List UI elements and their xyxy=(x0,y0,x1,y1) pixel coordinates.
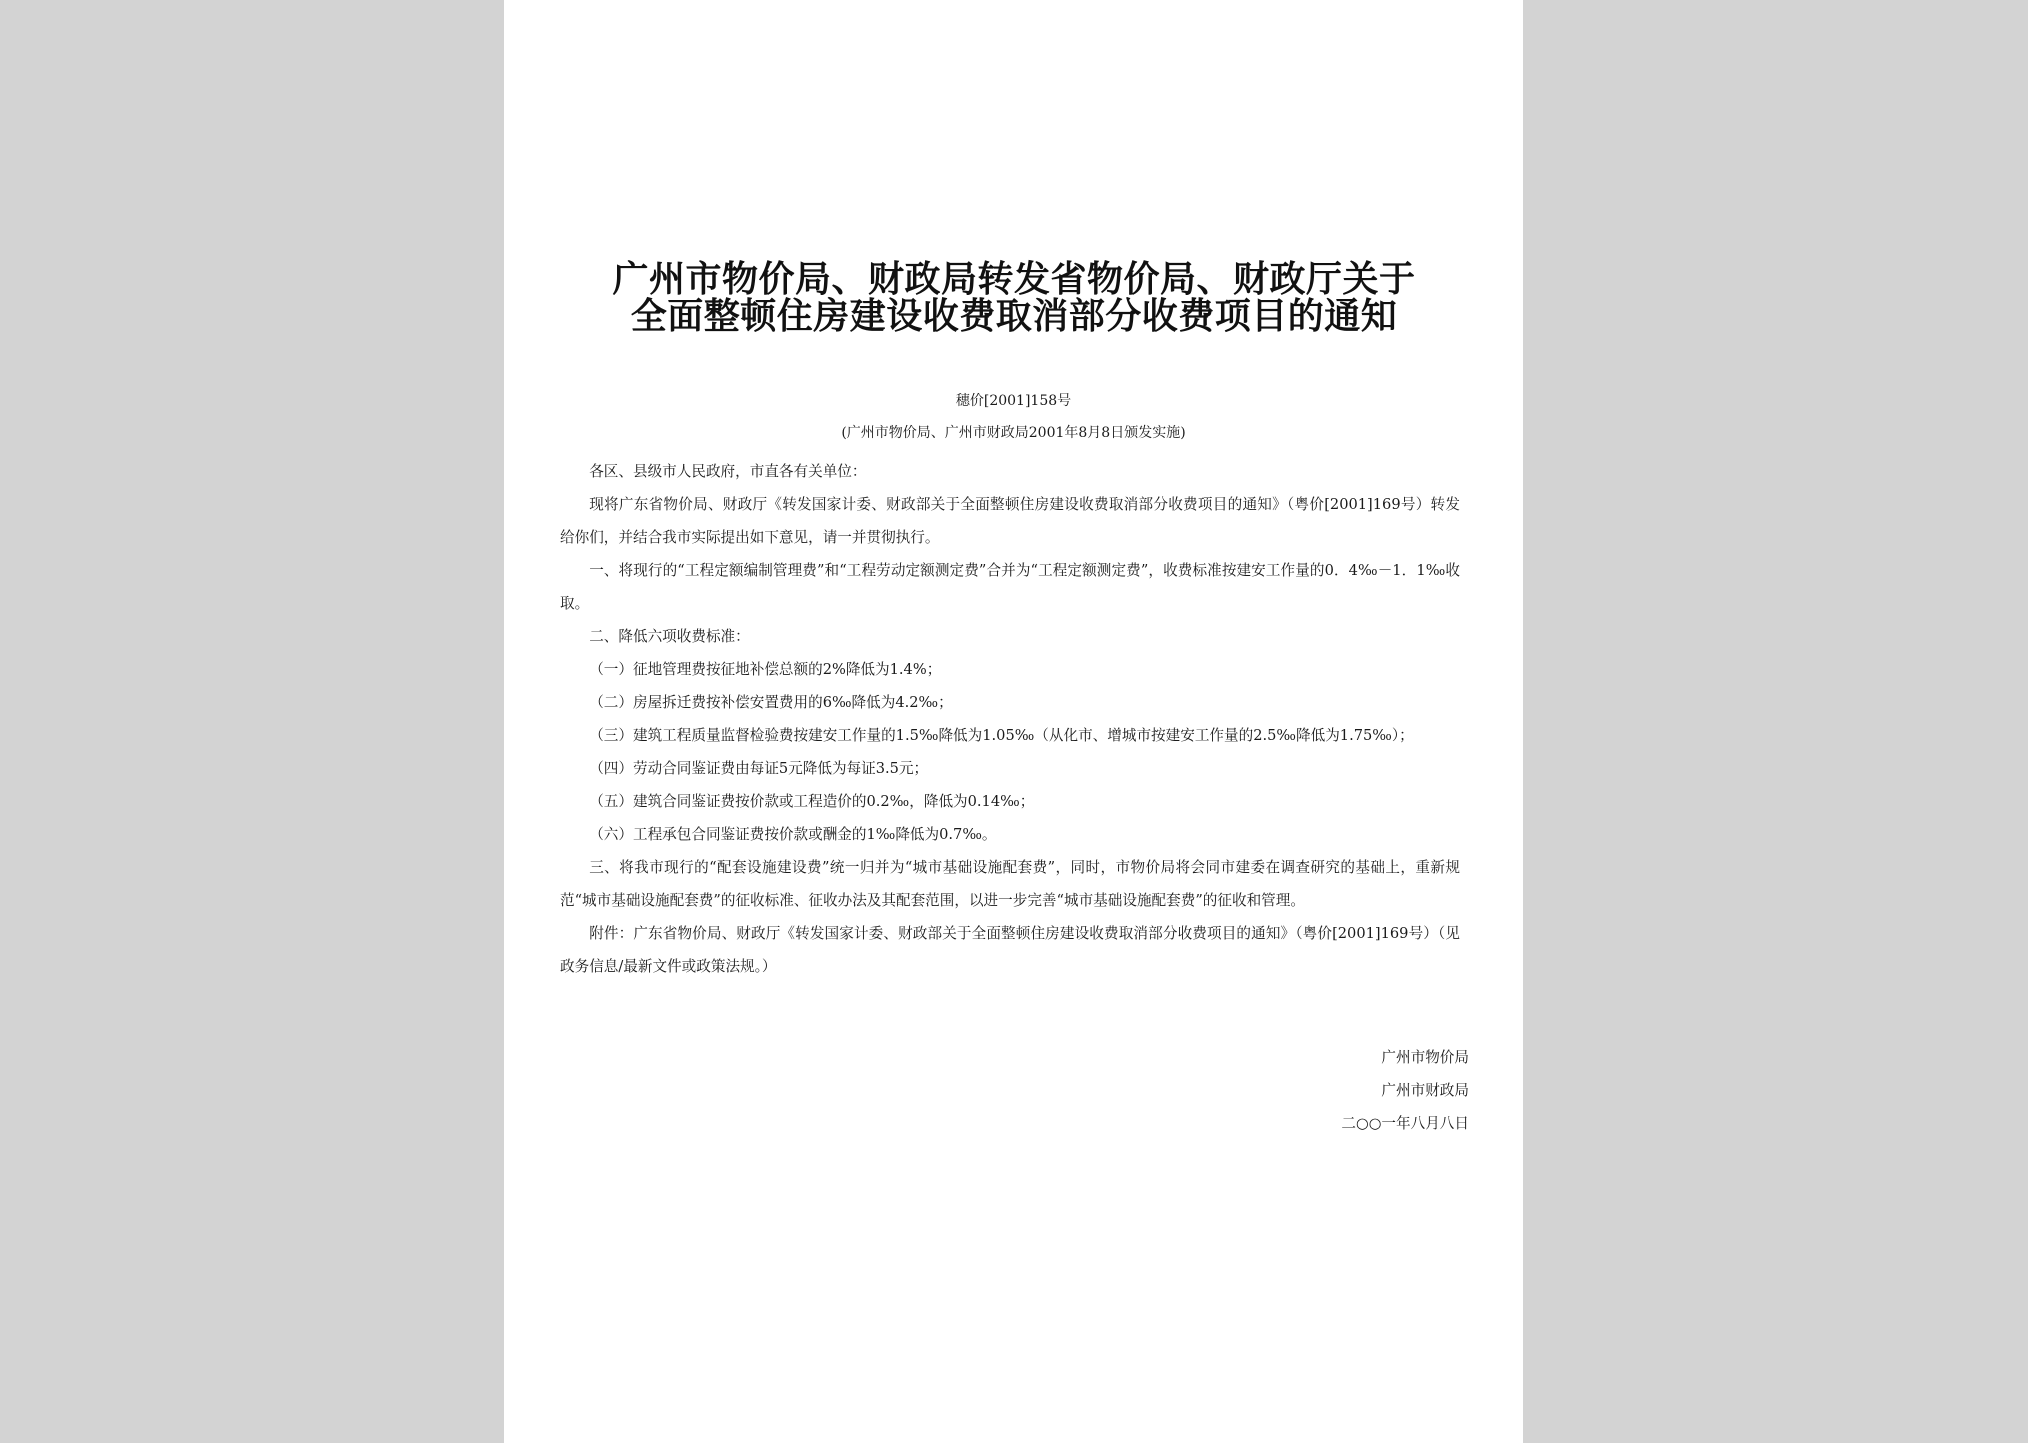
list-item: （二）房屋拆迁费按补偿安置费用的6‰降低为4.2‰； xyxy=(589,694,953,711)
body-paragraph: 三、将我市现行的“配套设施建设费”统一归并为“城市基础设施配套费”，同时，市物价局将会同市建委在调查研究的基础上，重新规范“城市基础设施配套费”的征收标准、征收办法及其配套范围，以进一步完善“城市基础设施配套费”的征收和管理。 xyxy=(560,859,1460,909)
signoff-block xyxy=(1064,1041,1469,1140)
salutation: 各区、县级市人民政府，市直各有关单位： xyxy=(589,463,867,480)
document-title: 广州市物价局、财政局转发省物价局、财政厅关于全面整顿住房建设收费取消部分收费项目的通知 xyxy=(612,258,1416,337)
list-item: （五）建筑合同鉴证费按价款或工程造价的0.2‰，降低为0.14‰； xyxy=(589,793,1035,810)
issue-date: 二○○一年八月八日 xyxy=(1341,1115,1469,1132)
issuer-name: 广州市财政局 xyxy=(1381,1082,1469,1099)
document-page xyxy=(504,0,1523,1443)
issuer-line: (广州市物价局、广州市财政局2001年8月8日颁发实施) xyxy=(841,425,1186,441)
issuer-name: 广州市物价局 xyxy=(1381,1049,1469,1066)
attachment-note: 附件：广东省物价局、财政厅《转发国家计委、财政部关于全面整顿住房建设收费取消部分收费项目的通知》（粤价[2001]169号）（见政务信息/最新文件或政策法规。） xyxy=(560,925,1460,975)
body-paragraph: 现将广东省物价局、财政厅《转发国家计委、财政部关于全面整顿住房建设收费取消部分收费项目的通知》（粤价[2001]169号）转发给你们，并结合我市实际提出如下意见，请一并贯彻执行。 xyxy=(560,496,1460,546)
list-item: （六）工程承包合同鉴证费按价款或酬金的1‰降低为0.7‰。 xyxy=(589,826,997,843)
list-item: （三）建筑工程质量监督检验费按建安工作量的1.5‰降低为1.05‰（从化市、增城市按建安工作量的2.5‰降低为1.75‰）； xyxy=(589,727,1414,744)
body-paragraph: 一、将现行的“工程定额编制管理费”和“工程劳动定额测定费”合并为“工程定额测定费”，收费标准按建安工作量的0．4‰－1．1‰收取。 xyxy=(560,562,1460,612)
list-item: （四）劳动合同鉴证费由每证5元降低为每证3.5元； xyxy=(589,760,929,777)
document-body xyxy=(560,455,1460,983)
list-item: （一）征地管理费按征地补偿总额的2%降低为1.4%； xyxy=(589,661,942,678)
body-paragraph: 二、降低六项收费标准： xyxy=(589,628,750,645)
document-number: 穗价[2001]158号 xyxy=(955,393,1072,409)
